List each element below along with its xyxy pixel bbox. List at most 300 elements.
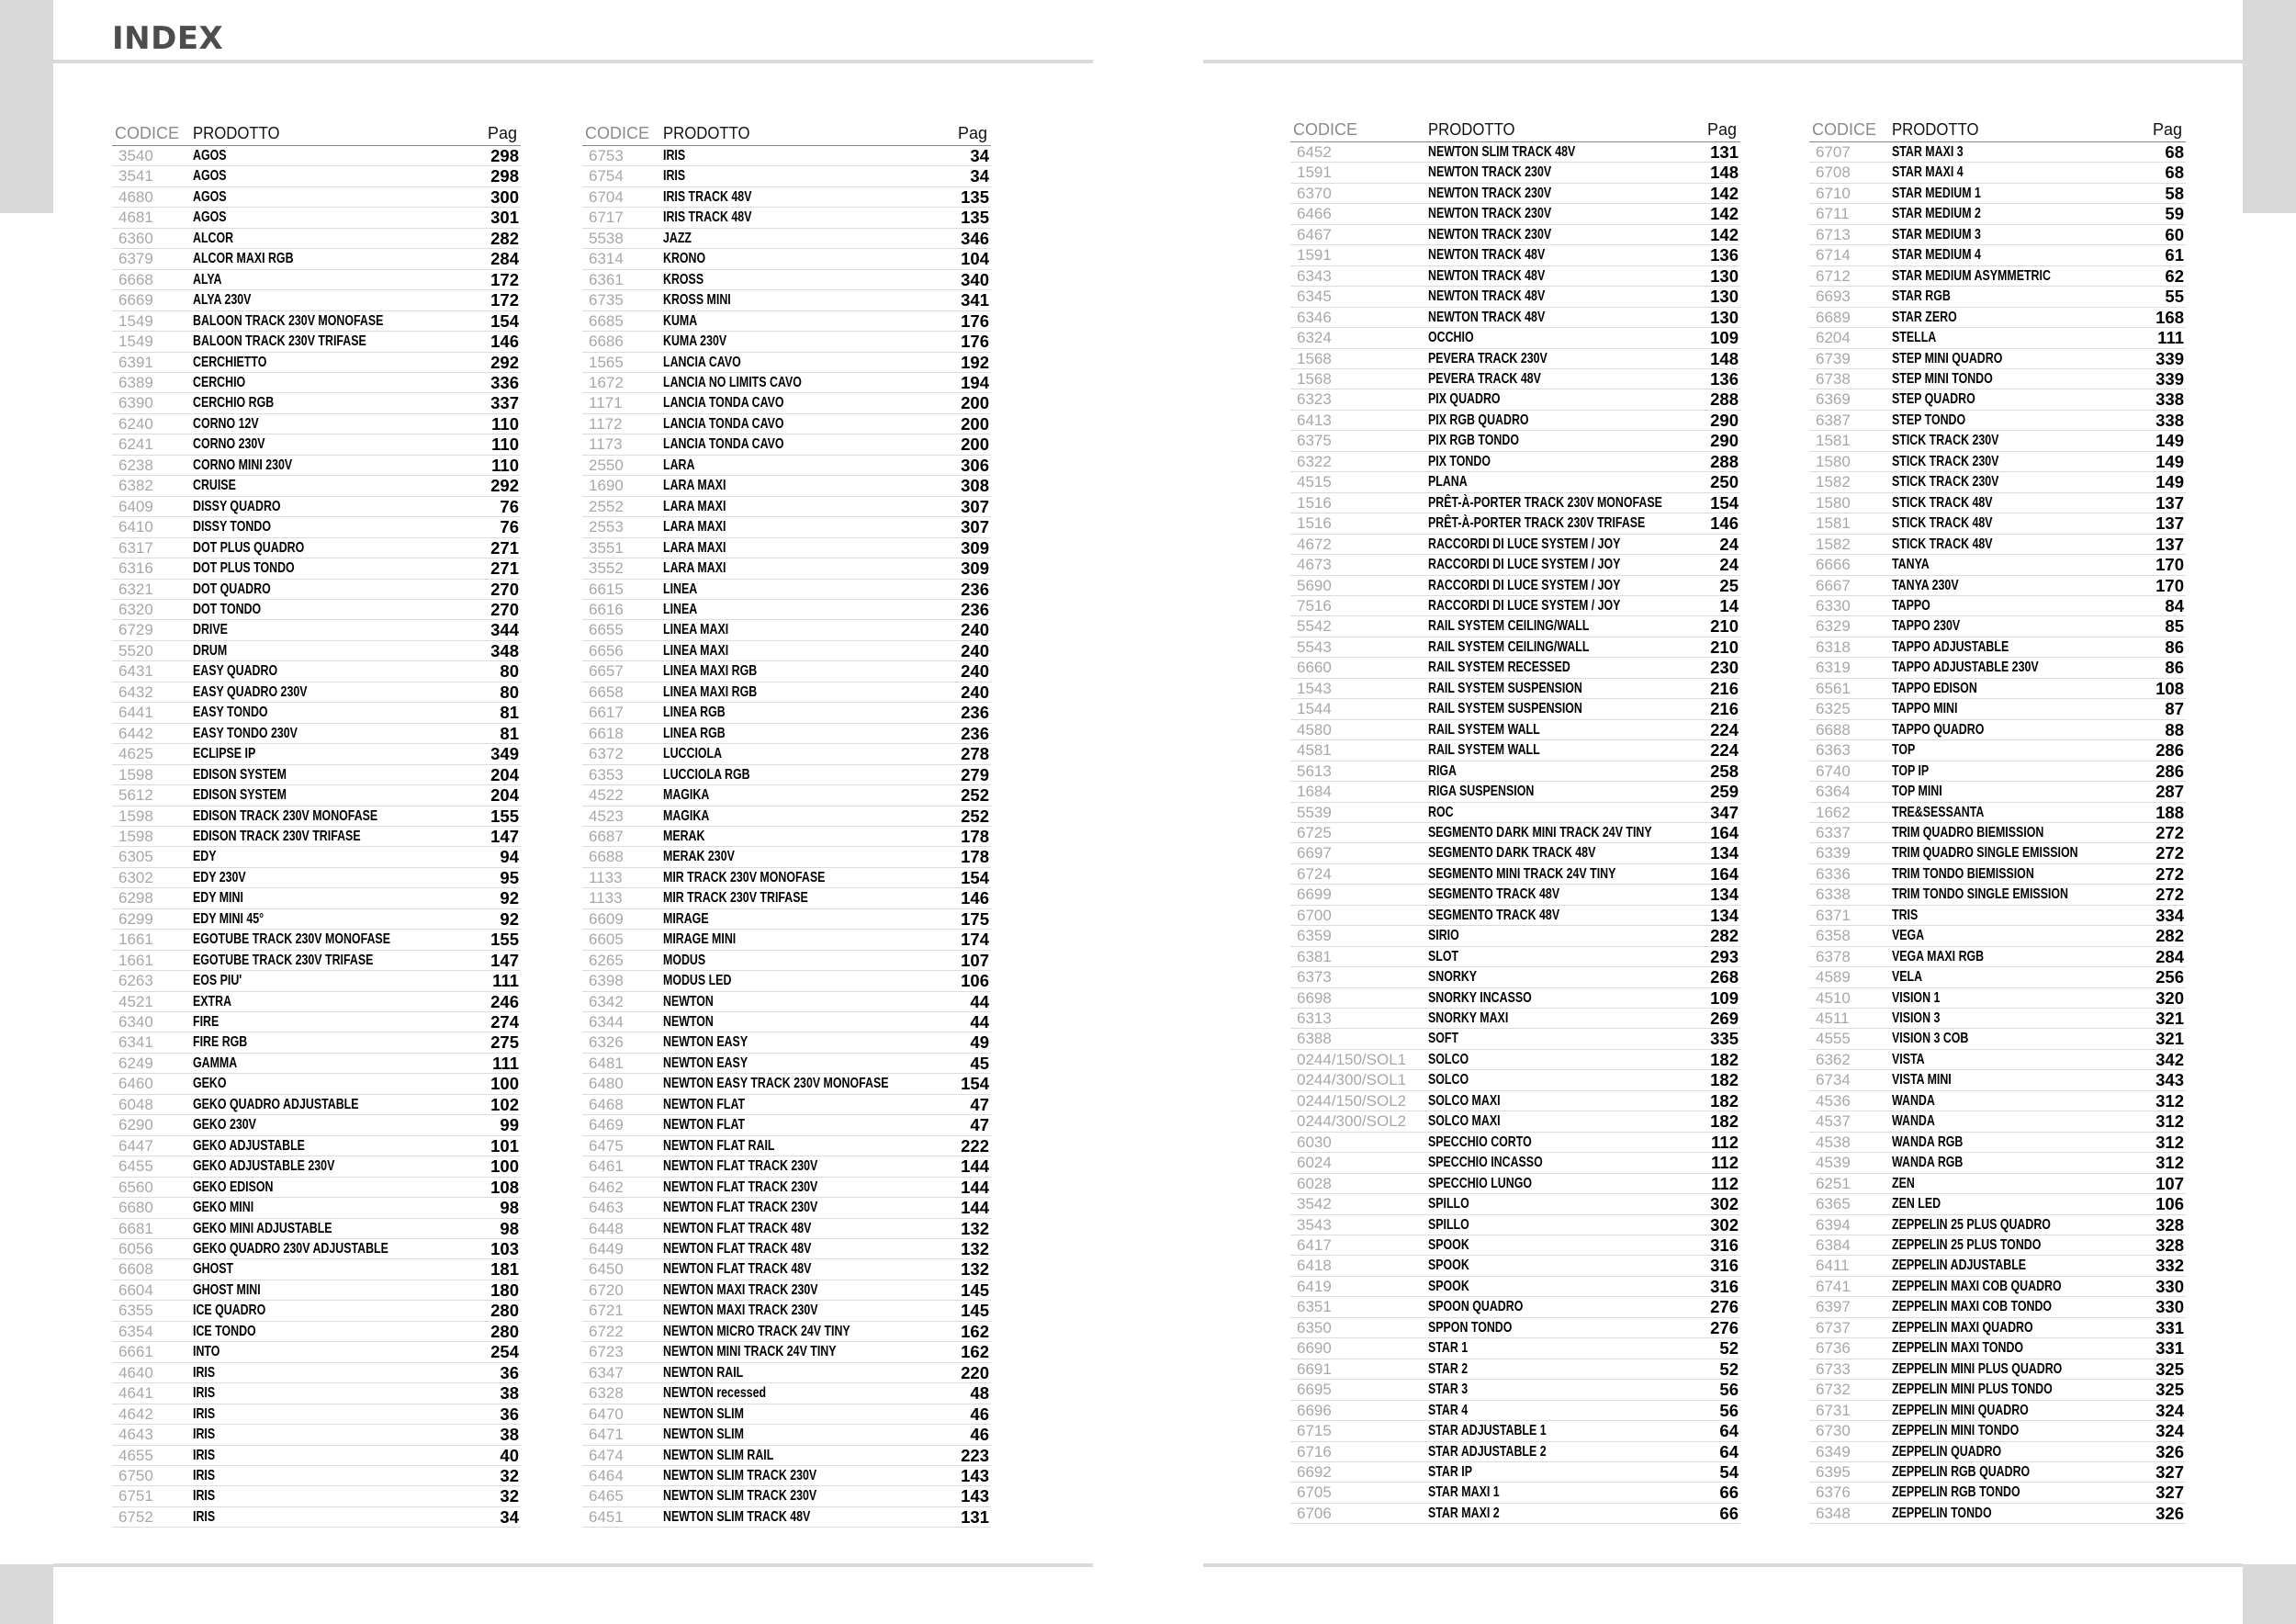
product-name: PRÊT-À-PORTER TRACK 230V TRIFASE [1428,515,1646,532]
index-row [112,332,521,352]
product-code: 1172 [582,413,663,434]
product-name-cell [1428,389,1698,410]
page-number: 137 [2144,513,2186,534]
product-name-cell [663,1115,949,1135]
index-row [1809,1070,2186,1090]
page-number: 312 [2144,1132,2186,1152]
index-row [582,517,991,537]
product-name: BALOON TRACK 230V TRIFASE [193,333,366,350]
index-row [1809,1462,2186,1483]
product-name: EDY MINI [193,890,243,907]
index-row [1809,1214,2186,1235]
product-code: 6465 [582,1486,663,1506]
index-row [112,455,521,475]
product-name: GEKO ADJUSTABLE [193,1137,305,1154]
product-name: ROC [1428,804,1454,820]
product-name-cell [193,950,478,970]
page-number: 68 [2144,142,2186,163]
right-page-tab-top [2243,0,2296,213]
product-name-cell [1428,555,1698,575]
product-code: 6030 [1290,1132,1428,1152]
page-number: 55 [2144,287,2186,307]
product-name: TAPPO MINI [1892,701,1958,717]
product-name-cell [193,228,478,248]
index-row [112,723,521,743]
product-name: TRE&SESSANTA [1892,804,1985,820]
product-name: LARA MAXI [663,519,726,536]
page-number: 339 [2144,348,2186,368]
index-row [1809,389,2186,410]
product-name: KUMA [663,312,698,329]
index-row [582,372,991,392]
product-code: 4680 [112,186,193,207]
product-name-cell [663,1198,949,1218]
product-code: 6249 [112,1053,193,1073]
product-name-cell [1892,1276,2144,1296]
product-code: 6397 [1809,1297,1892,1317]
index-row [1290,946,1740,966]
product-name: NEWTON TRACK 230V [1428,185,1552,201]
product-code: 6360 [112,228,193,248]
index-row [1809,1483,2186,1503]
product-code: 6698 [1290,987,1428,1008]
product-name: PEVERA TRACK 230V [1428,350,1548,367]
index-row [1809,1090,2186,1111]
page-number: 340 [949,269,991,289]
page-number: 236 [949,723,991,743]
product-name-cell [1428,926,1698,946]
product-code: 6379 [112,249,193,269]
index-row [112,1218,521,1238]
product-code: 4538 [1809,1132,1892,1152]
product-code: 1171 [582,393,663,413]
product-name-cell [1428,1235,1698,1256]
product-name: STAR MAXI 3 [1892,144,1964,160]
product-name: CORNO MINI 230V [193,457,293,473]
index-row [582,1404,991,1424]
product-name-cell [1892,513,2144,534]
product-code: 1598 [112,826,193,846]
product-name: NEWTON FLAT TRACK 230V [663,1179,818,1195]
product-name: ZEPPELIN MINI PLUS QUADRO [1892,1360,2063,1377]
product-name-cell [663,640,949,660]
index-row [1290,1338,1740,1359]
page-number: 269 [1698,1009,1740,1029]
page-number: 300 [478,186,521,207]
product-name-cell [1428,1256,1698,1276]
product-code: 6464 [582,1466,663,1486]
product-name-cell [663,332,949,352]
product-name: STAR MEDIUM 1 [1892,185,1981,201]
page-number: 298 [478,166,521,186]
product-name-cell [1428,1070,1698,1090]
page-number: 168 [2144,307,2186,327]
page-number: 224 [1698,740,1740,761]
page-number: 106 [2144,1194,2186,1214]
product-name: ZEPPELIN MAXI COB TONDO [1892,1299,2053,1315]
product-name-cell [193,558,478,579]
product-code: 6056 [112,1239,193,1259]
product-name: EASY QUADRO [193,663,278,680]
page-number: 200 [949,413,991,434]
index-row [112,558,521,579]
index-row [1290,1049,1740,1069]
page-number: 271 [478,558,521,579]
product-name: ZEPPELIN MAXI TONDO [1892,1340,2024,1357]
product-name-cell [1892,595,2144,615]
index-row [582,682,991,702]
header-code: CODICE [112,114,193,146]
product-name-cell [1892,678,2144,698]
product-name-cell [1428,595,1698,615]
index-row [112,1425,521,1445]
page-number: 286 [2144,740,2186,761]
product-code: 6668 [112,269,193,289]
product-code: 4625 [112,744,193,764]
index-row [582,1198,991,1218]
product-name-cell [1428,1503,1698,1523]
product-code: 3551 [582,537,663,558]
product-name: STEP TONDO [1892,412,1966,428]
product-name-cell [663,537,949,558]
index-row [112,537,521,558]
header-code: CODICE [1809,110,1892,142]
product-code: 6350 [1290,1317,1428,1337]
page-number: 107 [949,950,991,970]
product-name: EGOTUBE TRACK 230V MONOFASE [193,931,390,948]
product-name: RIGA SUSPENSION [1428,784,1535,800]
product-name: NEWTON FLAT [663,1096,746,1112]
index-row [582,1053,991,1073]
product-name-cell [1428,678,1698,698]
index-row [1809,492,2186,513]
product-name: MAGIKA [663,807,710,824]
product-name: NEWTON SLIM RAIL [663,1447,774,1463]
product-name-cell [1892,1173,2144,1193]
product-name: VISION 1 [1892,989,1941,1006]
product-code: 6441 [112,703,193,723]
product-name: LARA [663,457,695,473]
product-name: SOLCO MAXI [1428,1113,1501,1130]
product-name: VISTA MINI [1892,1072,1952,1088]
index-row [1809,1235,2186,1256]
product-code: 6751 [112,1486,193,1506]
product-name-cell [1428,843,1698,863]
product-name-cell [1428,1173,1698,1193]
index-row [582,310,991,331]
product-name: STAR MEDIUM 2 [1892,206,1981,222]
product-name: NEWTON TRACK 230V [1428,164,1552,181]
index-row [582,537,991,558]
product-code: 6313 [1290,1009,1428,1029]
index-row [582,1094,991,1114]
product-code: 6656 [582,640,663,660]
product-name-cell [663,558,949,579]
product-name: TRIM QUADRO SINGLE EMISSION [1892,845,2078,862]
index-row [582,1177,991,1197]
product-code: 5538 [582,228,663,248]
product-name: TRIM TONDO SINGLE EMISSION [1892,886,2068,903]
product-code: 6741 [1809,1276,1892,1296]
product-code: 6704 [582,186,663,207]
page-number: 112 [1698,1173,1740,1193]
page-number: 172 [478,269,521,289]
product-code: 6712 [1809,265,1892,286]
product-name-cell [663,1301,949,1321]
page-number: 327 [2144,1483,2186,1503]
product-name: LINEA MAXI [663,642,729,659]
index-row [112,1321,521,1341]
product-code: 6340 [112,1012,193,1032]
product-name: TOP MINI [1892,784,1942,800]
index-row [1809,245,2186,265]
product-name-cell [193,930,478,950]
product-code: 6411 [1809,1256,1892,1276]
page-number: 111 [478,1053,521,1073]
product-code: 6725 [1290,822,1428,842]
product-code: 6686 [582,332,663,352]
product-name: GEKO EDISON [193,1179,274,1195]
product-name: TAPPO QUADRO [1892,721,1985,738]
product-name: IRIS [663,168,686,185]
page-number: 290 [1698,410,1740,430]
product-code: 6344 [582,1012,663,1032]
product-name: ZEPPELIN MINI PLUS TONDO [1892,1382,2053,1398]
product-code: 6467 [1290,224,1428,244]
product-code: 6347 [582,1362,663,1382]
page-number: 98 [478,1218,521,1238]
product-name: DOT QUADRO [193,581,271,597]
page-number: 146 [478,332,521,352]
product-name-cell [663,991,949,1011]
product-code: 6731 [1809,1400,1892,1420]
product-name-cell [663,1506,949,1527]
product-name: ZEPPELIN MINI TONDO [1892,1423,2020,1439]
index-row [112,1362,521,1382]
product-name: GEKO ADJUSTABLE 230V [193,1158,335,1175]
index-row [582,186,991,207]
index-row [582,661,991,682]
product-code: 6359 [1290,926,1428,946]
product-code: 1544 [1290,699,1428,719]
product-code: 6481 [582,1053,663,1073]
product-name-cell [663,1218,949,1238]
product-name-cell [663,352,949,372]
product-code: 6316 [112,558,193,579]
page-number: 24 [1698,555,1740,575]
index-row [112,826,521,846]
product-name: ALCOR [193,230,234,246]
product-name: IRIS [193,1447,216,1463]
product-code: 1543 [1290,678,1428,698]
product-name-cell [193,1445,478,1465]
product-code: 6341 [112,1032,193,1053]
index-row [112,228,521,248]
product-name: NEWTON FLAT TRACK 48V [663,1261,812,1278]
product-name-cell [193,620,478,640]
product-name: ZEPPELIN TONDO [1892,1505,1992,1521]
product-name-cell [1892,1111,2144,1132]
product-name: SOLCO MAXI [1428,1092,1501,1109]
page-number: 328 [2144,1214,2186,1235]
index-header-row [112,114,521,146]
product-name: TOP [1892,742,1916,759]
product-code: 6753 [582,146,663,166]
product-code: 6298 [112,888,193,908]
page-number: 274 [478,1012,521,1032]
product-name-cell [1428,1029,1698,1049]
product-name: LARA MAXI [663,560,726,577]
product-name: MODUS LED [663,973,732,989]
product-name: LINEA [663,581,698,597]
product-name-cell [1892,761,2144,781]
page-number: 92 [478,888,521,908]
product-name-cell [663,496,949,516]
product-name-cell [1428,368,1698,389]
product-name-cell [1892,1194,2144,1214]
page-number: 328 [2144,1235,2186,1256]
product-name: KUMA 230V [663,333,727,350]
product-name: GAMMA [193,1054,238,1071]
product-name: STAR ADJUSTABLE 1 [1428,1423,1547,1439]
page-number: 334 [2144,905,2186,925]
product-name: NEWTON SLIM TRACK 48V [663,1508,811,1525]
index-row [582,1301,991,1321]
product-code: 1581 [1809,513,1892,534]
index-row [1809,1194,2186,1214]
page-number: 330 [2144,1276,2186,1296]
page-number: 320 [2144,987,2186,1008]
product-name: NEWTON FLAT TRACK 230V [663,1200,818,1216]
product-code: 1591 [1290,245,1428,265]
index-row [1290,616,1740,637]
page-number: 178 [949,847,991,867]
index-row [1809,1380,2186,1400]
index-row [112,991,521,1011]
index-row [1809,843,2186,863]
product-code: 6417 [1290,1235,1428,1256]
product-name: IRIS [193,1405,216,1422]
index-row [582,1425,991,1445]
index-row [582,228,991,248]
product-code: 6354 [112,1321,193,1341]
product-name: MIR TRACK 230V TRIFASE [663,890,808,907]
page-number: 282 [478,228,521,248]
page-number: 316 [1698,1235,1740,1256]
product-name-cell [193,599,478,619]
product-code: 6462 [582,1177,663,1197]
product-name-cell [193,1218,478,1238]
index-row [582,1135,991,1156]
product-name-cell [1428,265,1698,286]
index-row [112,1239,521,1259]
product-name-cell [1892,1380,2144,1400]
index-row [1809,1111,2186,1132]
product-name: JAZZ [663,230,692,246]
product-name-cell [1428,534,1698,554]
product-name: SOLCO [1428,1051,1469,1067]
product-name-cell [1428,245,1698,265]
page-number: 106 [949,971,991,991]
product-code: 1516 [1290,513,1428,534]
index-row [112,290,521,310]
product-name-cell [193,991,478,1011]
product-code: 6730 [1809,1421,1892,1441]
index-row [112,1032,521,1053]
index-row [1290,678,1740,698]
product-name-cell [193,744,478,764]
product-code: 6695 [1290,1380,1428,1400]
product-code: 6302 [112,867,193,887]
product-name: NEWTON TRACK 230V [1428,206,1552,222]
product-code: 6345 [1290,287,1428,307]
page-number: 321 [2144,1009,2186,1029]
index-row [1290,1421,1740,1441]
product-name-cell [193,1383,478,1404]
product-code: 6325 [1809,699,1892,719]
product-name: ZEPPELIN 25 PLUS QUADRO [1892,1216,2051,1233]
page-number: 45 [949,1053,991,1073]
index-row [112,1156,521,1177]
index-row [582,393,991,413]
index-row [1290,595,1740,615]
product-name: NEWTON SLIM TRACK 230V [663,1488,817,1505]
index-row [1290,1441,1740,1461]
page-number: 236 [949,579,991,599]
product-name-cell [1892,1503,2144,1523]
page-number: 338 [2144,410,2186,430]
index-row [112,867,521,887]
page-number: 182 [1698,1090,1740,1111]
index-row [582,558,991,579]
product-code: 1690 [582,476,663,496]
index-row [582,971,991,991]
product-name: LANCIA CAVO [663,354,741,370]
product-name: EOS PIU' [193,973,242,989]
product-name: PLANA [1428,474,1468,491]
index-row [582,1032,991,1053]
product-code: 1598 [112,764,193,784]
product-name: WANDA RGB [1892,1155,1964,1171]
index-row [1290,431,1740,451]
header-product: PRODOTTO [1892,110,2126,142]
product-code: 4515 [1290,472,1428,492]
product-name-cell [663,620,949,640]
index-row [1290,782,1740,802]
product-name: PIX TONDO [1428,453,1491,469]
index-row [1809,658,2186,678]
product-name: RAIL SYSTEM SUSPENSION [1428,680,1582,696]
product-code: 6461 [582,1156,663,1177]
product-name: IRIS [663,148,686,164]
page-number: 100 [478,1156,521,1177]
index-row [1290,1380,1740,1400]
index-row [112,640,521,660]
product-name: LANCIA TONDA CAVO [663,436,784,453]
index-row [1290,1317,1740,1337]
product-name: STAR MAXI 2 [1428,1505,1500,1521]
page-number: 108 [2144,678,2186,698]
product-code: 6372 [582,744,663,764]
index-row [1809,1421,2186,1441]
product-code: 6355 [112,1301,193,1321]
product-name-cell [1892,1483,2144,1503]
product-name: STICK TRACK 230V [1892,474,1999,491]
product-name-cell [1428,1276,1698,1296]
product-code: 4521 [112,991,193,1011]
page-number: 130 [1698,287,1740,307]
product-name-cell [1428,885,1698,905]
